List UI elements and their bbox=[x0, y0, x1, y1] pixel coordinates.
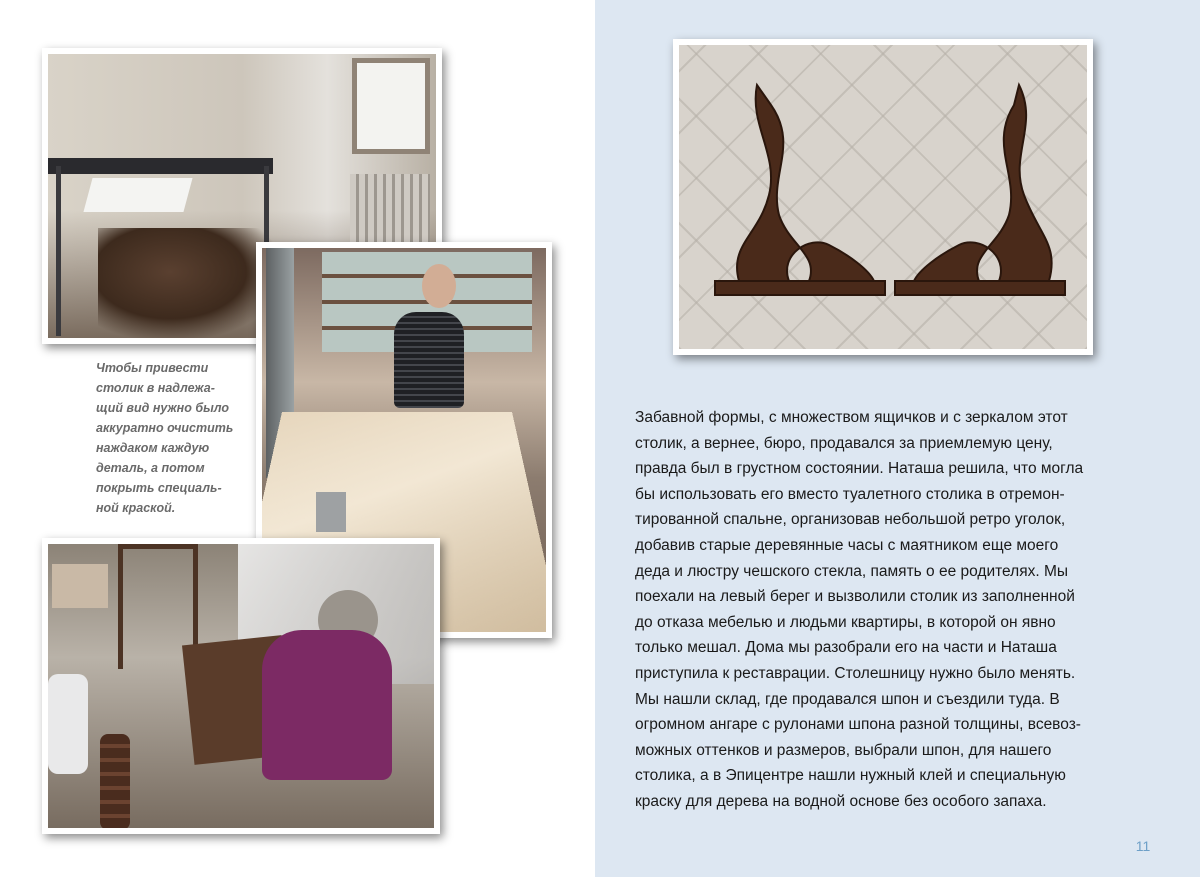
page-number: 11 bbox=[1135, 838, 1151, 854]
right-bracket-scroll bbox=[914, 85, 1052, 281]
photo-caption: Чтобы привести столик в надлежа- щий вид нужно было аккуратно очистить наждаком каждую деталь, а потом покрыть специаль- ной краской. bbox=[96, 361, 234, 515]
sanding-photo bbox=[42, 538, 440, 834]
article-body: Забавной формы, с множеством ящичков и с зеркалом этот столик, а вернее, бюро, продавался за приемлемую цену, правда был в грустном состоянии. Наташа решила, что могла бы использовать его вместо туалетного столика в отремон- тированной спальне, организовав небольшой ретро уголок, добавив старые деревянные часы с маятником еще моего деда и люстру чешского стекла, память о ее родителях. Мы поехали на левый берег и вызволили столик из заполненной до отказа мебелью и людьми квартиры, в которой он явно только мешал. Дома мы разобрали его на части и Наташа приступила к реставрации. Столешницу нужно было менять. Мы нашли склад, где продавался шпон и съездили туда. В огромном ангаре с рулонами шпона разной толщины, всевоз- можных оттенков и размеров, выбрали шпон, для нашего столика, а в Эпицентре нашли нужный клей и специальную краску для дерева на водной основе без особого запаха. bbox=[635, 409, 1084, 810]
left-bracket-scroll bbox=[737, 85, 874, 281]
plastic-bag bbox=[48, 674, 88, 774]
woman-figure bbox=[262, 630, 392, 780]
sanding-sponge bbox=[316, 492, 346, 532]
toy-house bbox=[52, 564, 108, 608]
workbench bbox=[48, 158, 273, 174]
window bbox=[352, 58, 430, 154]
right-bracket-base bbox=[895, 281, 1065, 295]
carved-brackets-photo bbox=[673, 39, 1093, 355]
furniture-parts bbox=[98, 228, 278, 338]
sanding-photo-image bbox=[48, 544, 434, 828]
woman-figure bbox=[394, 312, 464, 408]
paper-sheet bbox=[83, 178, 192, 212]
woman-head bbox=[422, 264, 456, 308]
radiator bbox=[350, 174, 430, 244]
carved-brackets-photo-image bbox=[679, 45, 1087, 349]
workbench-leg bbox=[56, 166, 61, 336]
carved-brackets bbox=[679, 45, 1087, 349]
carved-legs bbox=[100, 734, 130, 828]
left-bracket-base bbox=[715, 281, 885, 295]
